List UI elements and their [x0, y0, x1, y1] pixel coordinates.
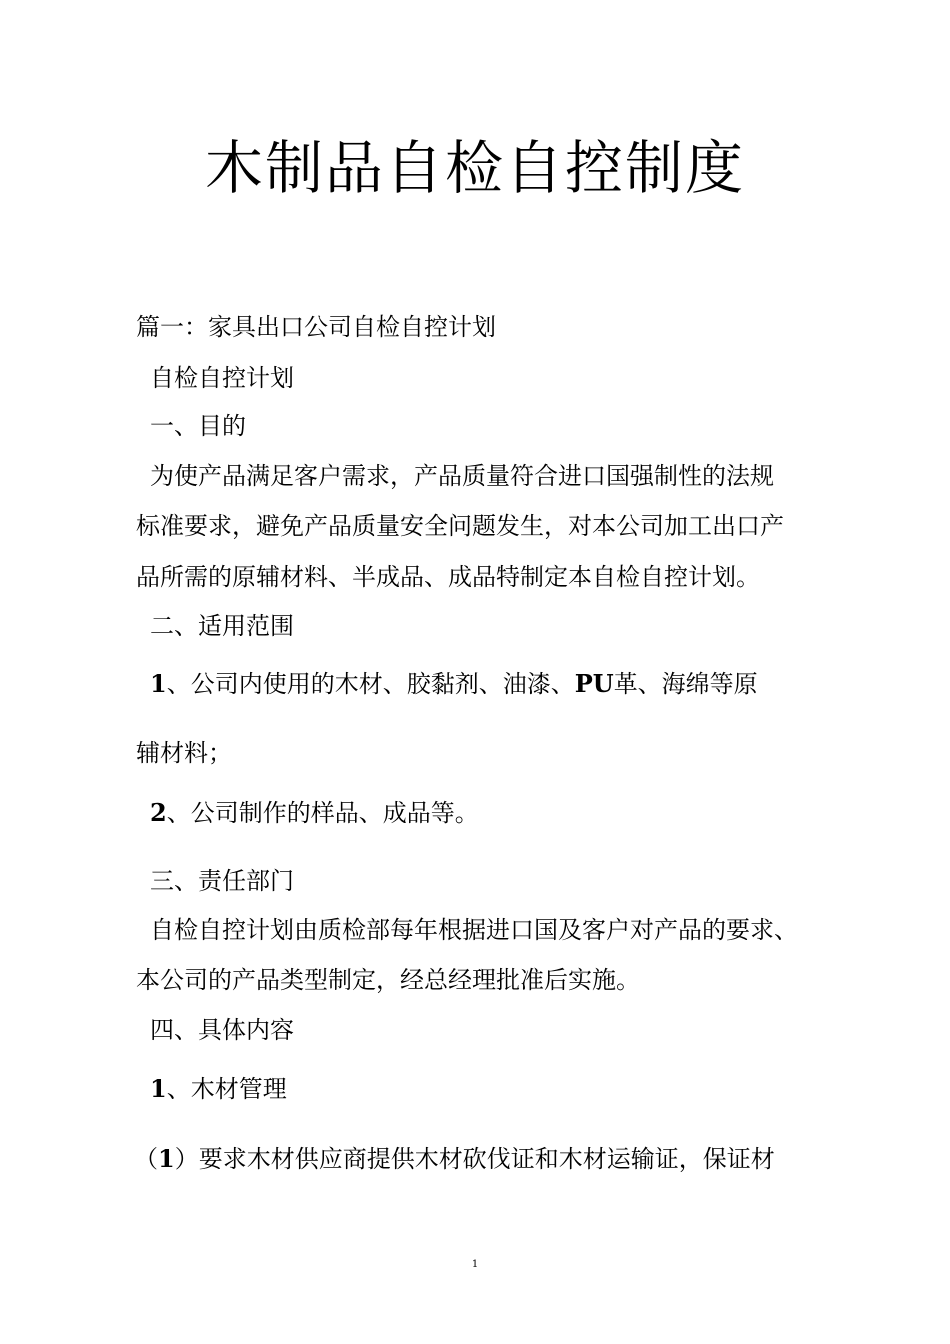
subtitle: 自检自控计划: [150, 364, 294, 392]
item-number: 1: [150, 669, 167, 698]
section-2-title: 二、适用范围: [150, 612, 294, 640]
page-number: 1: [471, 1259, 479, 1270]
sub-item-text: ）要求木材供应商提供木材砍伐证和木材运输证，保证材: [174, 1145, 775, 1173]
item-text: 革、海绵等原: [613, 670, 758, 698]
paragraph-line: 品所需的原辅材料、半成品、成品特制定本自检自控计划。: [136, 563, 760, 591]
list-item: [150, 1071, 287, 1107]
item-text-bold: PU: [574, 669, 614, 698]
paragraph-line: 标准要求，避免产品质量安全问题发生，对本公司加工出口产: [136, 512, 784, 540]
item-text: 、公司内使用的木材、胶黏剂、油漆、: [166, 670, 575, 698]
paragraph-line: 为使产品满足客户需求，产品质量符合进口国强制性的法规: [150, 462, 774, 490]
item-number: 1: [150, 1074, 167, 1103]
sub-item-number: 1: [158, 1144, 175, 1173]
list-item: [150, 795, 479, 831]
sub-item: [134, 1141, 775, 1177]
document-title: 木制品自检自控制度: [204, 134, 745, 202]
section-3-title: 三、责任部门: [150, 867, 294, 895]
section-4-title: 四、具体内容: [150, 1016, 294, 1044]
paragraph-line: 本公司的产品类型制定，经总经理批准后实施。: [136, 966, 640, 994]
paragraph-line: 自检自控计划由质检部每年根据进口国及客户对产品的要求、: [150, 916, 798, 944]
item-number: 2: [150, 798, 167, 827]
item-text: 、木材管理: [166, 1075, 287, 1103]
section-heading: 篇一：家具出口公司自检自控计划: [136, 313, 496, 341]
item-text: 、公司制作的样品、成品等。: [166, 799, 479, 827]
section-1-title: 一、目的: [150, 412, 246, 440]
paren-open: （: [134, 1145, 158, 1173]
list-item-continuation: 辅材料；: [136, 739, 232, 767]
list-item: [150, 666, 758, 702]
